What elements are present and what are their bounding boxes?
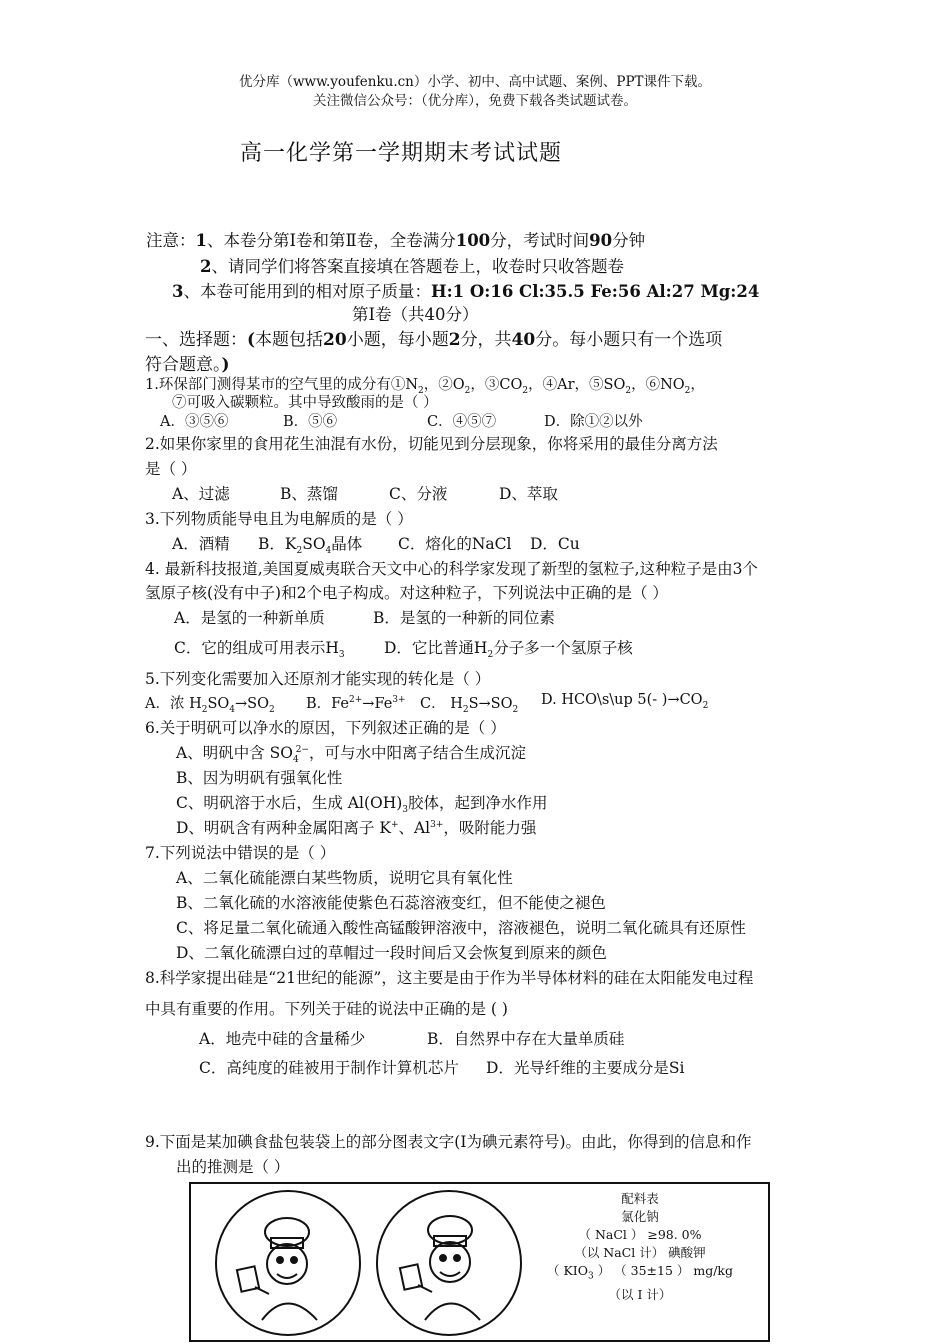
note-1: 注意：1、本卷分第Ⅰ卷和第Ⅱ卷，全卷满分100分，考试时间90分钟	[146, 231, 646, 250]
q2-option-a: A、过滤	[172, 485, 230, 503]
q2-stem-line1: 2.如果你家里的食用花生油混有水份，切能见到分层现象，你将采用的最佳分离方法	[145, 435, 718, 453]
q3-option-d: D．Cu	[530, 535, 580, 553]
q5-option-a: A．浓 $H_2SO_4\to SO_2$	[145, 696, 275, 715]
label-line-5: （以 I 计）	[608, 1286, 672, 1302]
q7-option-a: A、二氧化硫能漂白某些物质，说明它具有氧化性	[176, 869, 513, 887]
label-line-2: （ NaCl ） ≥98. 0%	[578, 1227, 702, 1242]
q4-option-b: B．是氢的一种新的同位素	[373, 609, 555, 627]
q1-option-c: C．④⑤⑦	[427, 414, 497, 430]
q2-option-c: C、分液	[389, 485, 448, 503]
part1-intro-line1: 一、选择题：(本题包括20小题，每小题2分，共40分。每小题只有一个选项	[145, 330, 723, 350]
q8-stem-line1: 8.科学家提出硅是“21世纪的能源”，这主要是由于作为半导体材料的硅在太阳能发电过程	[145, 969, 754, 987]
page-title: 高一化学第一学期期末考试试题	[240, 141, 563, 166]
chef-illustration-right	[378, 1192, 520, 1334]
label-line-1: 氯化钠	[621, 1209, 659, 1224]
q4-stem-line1: 4. 最新科技报道,美国夏威夷联合天文中心的科学家发现了新型的氢粒子,这种粒子是由3个	[145, 560, 758, 578]
note-2: 2、请同学们将答案直接填在答题卷上，收卷时只收答题卷	[200, 257, 624, 276]
label-title: 配料表	[621, 1191, 659, 1206]
q8-option-d: D．光导纤维的主要成分是Si	[486, 1059, 685, 1077]
section-heading: 第Ⅰ卷（共40分）	[352, 305, 479, 324]
q4-stem-line2: 氢原子核(没有中子)和2个电子构成。对这种粒子，下列说法中正确的是（ ）	[145, 584, 668, 602]
q5-stem: 5.下列变化需要加入还原剂才能实现的转化是（ ）	[145, 670, 491, 688]
q8-option-b: B．自然界中存在大量单质硅	[427, 1030, 625, 1048]
q7-option-b: B、二氧化硫的水溶液能使紫色石蕊溶液变红，但不能使之褪色	[176, 894, 606, 912]
site-header-line2: 关注微信公众号：（优分库），免费下载各类试题试卷。	[313, 93, 637, 109]
ingredient-label-panel	[530, 1190, 750, 1304]
q1-stem-line1: 1.环保部门测得某市的空气里的成分有$①N_2$，$②O_2$，$③CO_2$，④Ar，$⑤SO_2$，$⑥NO_2$，	[145, 377, 705, 396]
part1-intro-line2: 符合题意。)	[145, 355, 230, 375]
chef-plate-left	[215, 1190, 361, 1336]
q1-option-a: A．③⑤⑥	[160, 414, 229, 430]
q3-option-c: C．熔化的NaCl	[398, 535, 512, 553]
q9-stem-line1: 9.下面是某加碘食盐包装袋上的部分图表文字(I为碘元素符号)。由此，你得到的信息和作	[145, 1133, 752, 1151]
q4-option-d: D．它比普通$H_2$分子多一个氢原子核	[384, 639, 633, 661]
q1-stem-line2: ⑦可吸入碳颗粒。其中导致酸雨的是（ ）	[172, 395, 438, 411]
q2-stem-line2: 是（ ）	[145, 460, 197, 478]
q3-option-b: B．$K_2SO_4$晶体	[258, 535, 363, 557]
q5-option-c: C． $H_2S\to SO_2$	[420, 696, 519, 715]
q8-option-a: A．地壳中硅的含量稀少	[199, 1030, 366, 1048]
q5-option-b: B．$Fe^{2+}\to Fe^{3+}$	[306, 695, 406, 712]
q1-option-d: D．除①②以外	[544, 414, 643, 430]
q6-option-c: C、明矾溶于水后，生成 $Al(OH)_3$胶体，起到净水作用	[176, 794, 548, 816]
q4-option-a: A．是氢的一种新单质	[174, 609, 325, 627]
chef-illustration-left	[217, 1192, 359, 1334]
q2-option-b: B、蒸馏	[280, 485, 338, 503]
q6-option-a: A、明矾中含 $SO_4^{2-}$，可与水中阳离子结合生成沉淀	[176, 744, 526, 766]
label-line-3: （以 NaCl 计） 碘酸钾	[574, 1245, 706, 1260]
q6-option-d: D、明矾含有两种金属阳离子 K+、$Al^{3+}$，吸附能力强	[176, 819, 537, 837]
chef-plate-right	[376, 1190, 522, 1336]
q9-stem-line2: 出的推测是（ ）	[176, 1158, 290, 1176]
label-line-4: （ $KIO_3$ ） （ 35±15 ） mg/kg	[546, 1263, 734, 1282]
site-header-line1: 优分库（www.youfenku.cn）小学、初中、高中试题、案例、PPT课件下载。	[238, 74, 712, 90]
q7-stem: 7.下列说法中错误的是（ ）	[145, 844, 336, 862]
q1-option-b: B．⑤⑥	[283, 414, 338, 430]
q3-option-a: A．酒精	[172, 535, 230, 553]
q2-option-d: D、萃取	[499, 485, 558, 503]
q8-option-c: C．高纯度的硅被用于制作计算机芯片	[199, 1059, 459, 1077]
q3-stem: 3.下列物质能导电且为电解质的是（ ）	[145, 510, 413, 528]
q8-stem-line2: 中具有重要的作用。下列关于硅的说法中正确的是 ( )	[145, 1000, 508, 1018]
note-3: 3、本卷可能用到的相对原子质量：H:1 O:16 Cl:35.5 Fe:56 Al:27 Mg:24	[172, 282, 760, 301]
q5-option-d: D. HCO\s\up 5(- )$\to CO_2$	[541, 692, 709, 711]
q6-stem: 6.关于明矾可以净水的原因，下列叙述正确的是（ ）	[145, 719, 506, 737]
q4-option-c: C．它的组成可用表示$H_3$	[174, 639, 345, 661]
q7-option-d: D、二氧化硫漂白过的草帽过一段时间后又会恢复到原来的颜色	[176, 944, 607, 962]
q6-option-b: B、因为明矾有强氧化性	[176, 769, 343, 787]
q7-option-c: C、将足量二氧化硫通入酸性高锰酸钾溶液中，溶液褪色，说明二氧化硫具有还原性	[176, 919, 746, 937]
